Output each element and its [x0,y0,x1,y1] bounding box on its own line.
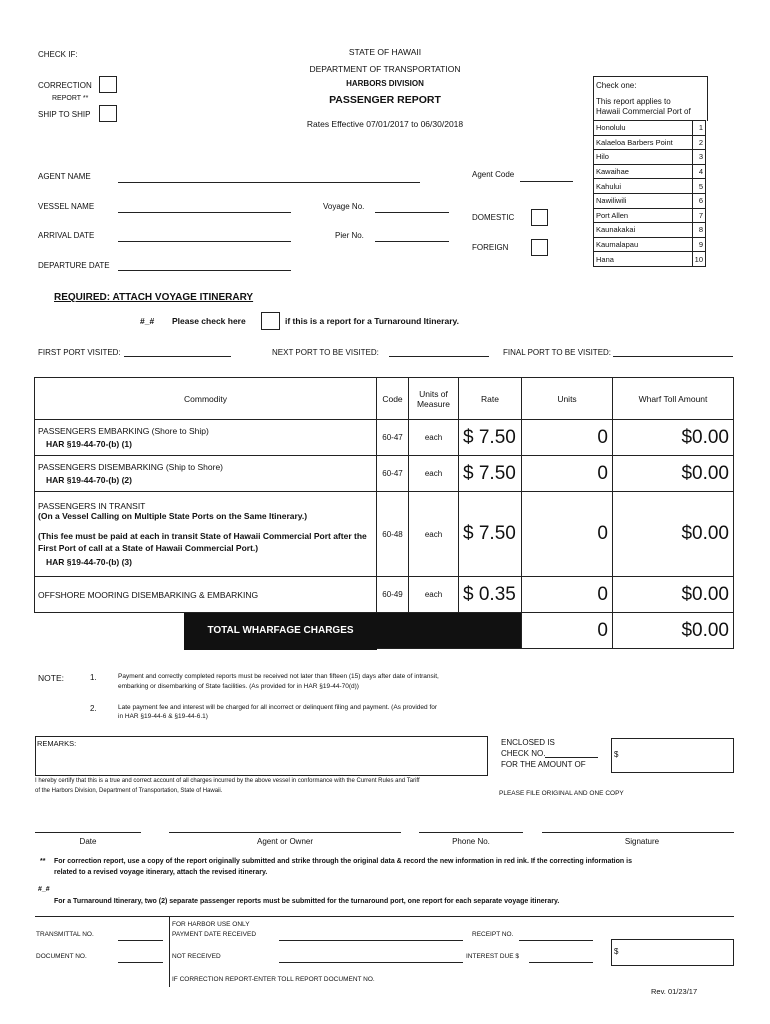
port-row[interactable] [594,252,706,267]
interest-label: INTEREST DUE $ [466,953,519,960]
agent-name-field[interactable] [118,182,420,183]
amount-cell: $0.00 [613,577,734,613]
note-1-number: 1. [90,673,97,682]
first-port-field[interactable] [124,356,231,357]
turnaround-footnote-line: For a Turnaround Itinerary, two (2) separate passenger reports must be submitted for the turnaround port, one report for each separate voyage itinerary. [54,898,560,905]
col-units: Units [522,378,613,420]
receipt-label: RECEIPT NO. [472,931,514,938]
measure-cell: each [409,492,459,577]
note-2-line2: in HAR §19-44-6 & §19-44-6.1) [118,713,208,720]
port-name: Kaumalapau [594,237,693,252]
commodity-desc: PASSENGERS EMBARKING (Shore to Ship) [38,426,209,436]
harbor-use-divider [35,916,734,917]
table-row [35,577,734,613]
col-commodity: Commodity [35,378,377,420]
total-amount: $0.00 [613,613,734,649]
port-name: Kahului [594,179,693,194]
commodity-cell [35,492,377,577]
correction-doc-note: IF CORRECTION REPORT-ENTER TOLL REPORT DOCUMENT NO. [172,976,375,983]
interest-amount-box[interactable] [611,939,734,966]
harbor-use-vertical-divider [169,917,170,987]
phone-label: Phone No. [452,837,490,846]
amount-box[interactable] [611,738,734,773]
division-label: HARBORS DIVISION [346,79,424,88]
applies-line1: This report applies to [596,97,671,106]
check-no-label: CHECK NO. [501,749,546,758]
port-row[interactable] [594,150,706,165]
port-number: 10 [692,252,705,267]
revision-label: Rev. 01/23/17 [651,987,698,996]
amount-cell: $0.00 [613,420,734,456]
port-number: 8 [692,223,705,238]
units-cell[interactable]: 0 [522,456,613,492]
required-itinerary: REQUIRED: ATTACH VOYAGE ITINERARY [54,292,254,303]
commodity-desc-2: (On a Vessel Calling on Multiple State Ports on the Same Itinerary.) [38,511,308,521]
interest-field[interactable] [529,962,593,963]
file-copy-note: PLEASE FILE ORIGINAL AND ONE COPY [499,790,624,797]
arrival-date-label: ARRIVAL DATE [38,231,95,240]
note-1-line2: embarking or disembarking of State facilities. (As provided for in HAR §19-44-70(d)) [118,683,359,690]
turnaround-checkbox[interactable] [261,312,280,330]
units-cell[interactable]: 0 [522,577,613,613]
correction-footnote-line1: For correction report, use a copy of the report originally submitted and strike through the original data & record the new information in red ink. If the correcting information is [54,858,632,865]
amount-dollar: $ [614,750,619,759]
certify-line2: of the Harbors Division, Department of Transportation, State of Hawaii. [35,788,223,794]
table-row [35,492,734,577]
harbor-use-label: FOR HARBOR USE ONLY [172,921,250,928]
amount-cell: $0.00 [613,492,734,577]
check-no-field[interactable] [545,757,598,758]
agent-owner-label: Agent or Owner [256,837,314,846]
vessel-name-field[interactable] [118,212,291,213]
payment-received-label: PAYMENT DATE RECEIVED [172,931,257,938]
payment-received-field[interactable] [279,940,463,941]
turnaround-text: if this is a report for a Turnaround Itinerary. [285,316,459,326]
units-cell[interactable]: 0 [522,492,613,577]
final-port-field[interactable] [613,356,733,357]
col-rate: Rate [459,378,522,420]
date-label: Date [79,837,97,846]
department-label: DEPARTMENT OF TRANSPORTATION [309,64,461,74]
port-number: 7 [692,208,705,223]
departure-date-label: DEPARTURE DATE [38,261,110,270]
port-name: Hilo [594,150,693,165]
col-wharf-toll: Wharf Toll Amount [613,378,734,420]
arrival-date-field[interactable] [118,241,291,242]
foreign-label: FOREIGN [472,243,509,252]
total-label-fill [377,613,522,649]
commodity-desc-3: (This fee must be paid at each in transit State of Hawaii Commercial Port after the First Port of call at a State of Hawaii Commercial Port.) [38,531,367,553]
col-measure [409,378,459,420]
voyage-no-field[interactable] [375,212,449,213]
signature-field[interactable] [542,832,734,833]
commodity-cell [35,456,377,492]
measure-cell: each [409,577,459,613]
port-row[interactable] [594,237,706,252]
commodity-cell [35,420,377,456]
page-title: PASSENGER REPORT [329,94,441,106]
port-number: 6 [692,193,705,208]
transmittal-label: TRANSMITTAL NO. [36,931,94,938]
applies-line2: Hawaii Commercial Port of [596,107,691,116]
code-cell: 60-49 [377,577,409,613]
total-units: 0 [522,613,613,649]
please-check-here: Please check here [172,316,246,326]
port-name: Kaunakakai [594,223,693,238]
rate-cell: $ 7.50 [459,456,522,492]
table-row [35,420,734,456]
port-name: Kalaeloa Barbers Point [594,135,693,150]
agent-owner-field[interactable] [169,832,401,833]
port-number: 9 [692,237,705,252]
enclosed-label: ENCLOSED IS [501,738,555,747]
note-1-line1: Payment and correctly completed reports must be received not later than fifteen (15) days after date of intransit, [118,673,439,680]
port-name: Nawiliwili [594,193,693,208]
port-name: Hana [594,252,693,267]
port-row[interactable] [594,164,706,179]
total-label: TOTAL WHARFAGE CHARGES [184,613,377,650]
remarks-box[interactable] [35,736,488,776]
measure-cell: each [409,420,459,456]
turnaround-footnote-mark: #_# [38,886,50,893]
pier-no-field[interactable] [375,241,449,242]
col-code: Code [377,378,409,420]
port-number: 1 [692,121,705,136]
total-row [35,613,734,649]
note-2-line1: Late payment fee and interest will be charged for all incorrect or delinquent filing and payment. (As provided for [118,704,438,711]
foreign-checkbox[interactable] [531,239,548,256]
rates-effective: Rates Effective 07/01/2017 to 06/30/2018 [306,119,464,129]
correction-footnote-line2: related to a revised voyage itinerary, attach the revised itinerary. [54,869,268,876]
port-number: 3 [692,150,705,165]
commodity-desc: PASSENGERS IN TRANSIT [38,501,146,511]
rate-cell: $ 0.35 [459,577,522,613]
code-cell: 60-47 [377,420,409,456]
code-cell: 60-48 [377,492,409,577]
phone-field[interactable] [419,832,523,833]
turnaround-marker: #_# [140,316,155,326]
agent-code-field[interactable] [520,181,573,182]
port-row[interactable] [594,179,706,194]
port-name: Kawaihae [594,164,693,179]
vessel-name-label: VESSEL NAME [38,202,95,211]
note-2-number: 2. [90,704,97,713]
agent-code-label: Agent Code [472,170,515,179]
port-row[interactable] [594,208,706,223]
port-number: 4 [692,164,705,179]
commodity-har: HAR §19-44-70-(b) (3) [46,557,132,567]
domestic-checkbox[interactable] [531,209,548,226]
port-row[interactable] [594,223,706,238]
port-name: Honolulu [594,121,693,136]
commodity-har: HAR §19-44-70-(b) (2) [46,475,132,485]
rate-cell: $ 7.50 [459,492,522,577]
voyage-no-label: Voyage No. [323,202,365,211]
units-cell[interactable]: 0 [522,420,613,456]
next-port-label: NEXT PORT TO BE VISITED: [272,348,379,357]
pier-no-label: Pier No. [335,231,364,240]
total-spacer [35,613,377,649]
correction-footnote-mark: ** [40,858,46,865]
port-number: 2 [692,135,705,150]
document-label: DOCUMENT NO. [36,953,87,960]
port-row[interactable] [594,193,706,208]
ship-to-ship-checkbox[interactable] [99,105,117,122]
report-label: REPORT ** [52,95,89,102]
next-port-field[interactable] [389,356,489,357]
ship-to-ship-label: SHIP TO SHIP [38,110,91,119]
amount-of-label: FOR THE AMOUNT OF [501,760,586,769]
port-number: 5 [692,179,705,194]
not-received-field[interactable] [279,962,463,963]
note-label: NOTE: [38,673,64,683]
amount-cell: $0.00 [613,456,734,492]
certify-line1: I hereby certify that this is a true and correct account of all charges incurred by the above vessel in conformance with the Current Rules and Tariff [35,778,420,784]
rate-cell: $ 7.50 [459,420,522,456]
domestic-label: DOMESTIC [472,213,515,222]
final-port-label: FINAL PORT TO BE VISITED: [503,348,612,357]
commodity-desc: PASSENGERS DISEMBARKING (Ship to Shore) [38,462,224,472]
correction-label: CORRECTION [38,81,92,90]
code-cell: 60-47 [377,456,409,492]
commodity-table [34,377,734,649]
table-header-row [35,378,734,420]
check-one-label: Check one: [596,81,637,90]
date-field[interactable] [35,832,141,833]
transmittal-field[interactable] [118,940,163,941]
col-measure-line1: Units of [419,388,448,399]
check-if-label: CHECK IF: [38,50,78,59]
measure-cell: each [409,456,459,492]
col-measure-line2: Measure [416,398,451,409]
agent-name-label: AGENT NAME [38,172,91,181]
port-select-header [593,76,708,121]
commodity-desc: OFFSHORE MOORING DISEMBARKING & EMBARKING [35,577,377,613]
port-row[interactable] [594,135,706,150]
interest-dollar: $ [614,947,619,956]
port-name: Port Allen [594,208,693,223]
port-table [593,120,706,267]
document-field[interactable] [118,962,163,963]
first-port-label: FIRST PORT VISITED: [38,348,121,357]
not-received-label: NOT RECEIVED [172,953,221,960]
table-row [35,456,734,492]
state-label: STATE OF HAWAII [348,47,422,57]
commodity-har: HAR §19-44-70-(b) (1) [46,439,132,449]
receipt-field[interactable] [519,940,593,941]
correction-checkbox[interactable] [99,76,117,93]
port-row[interactable] [594,121,706,136]
departure-date-field[interactable] [118,270,291,271]
remarks-label: REMARKS: [37,739,77,748]
signature-label: Signature [624,837,660,846]
